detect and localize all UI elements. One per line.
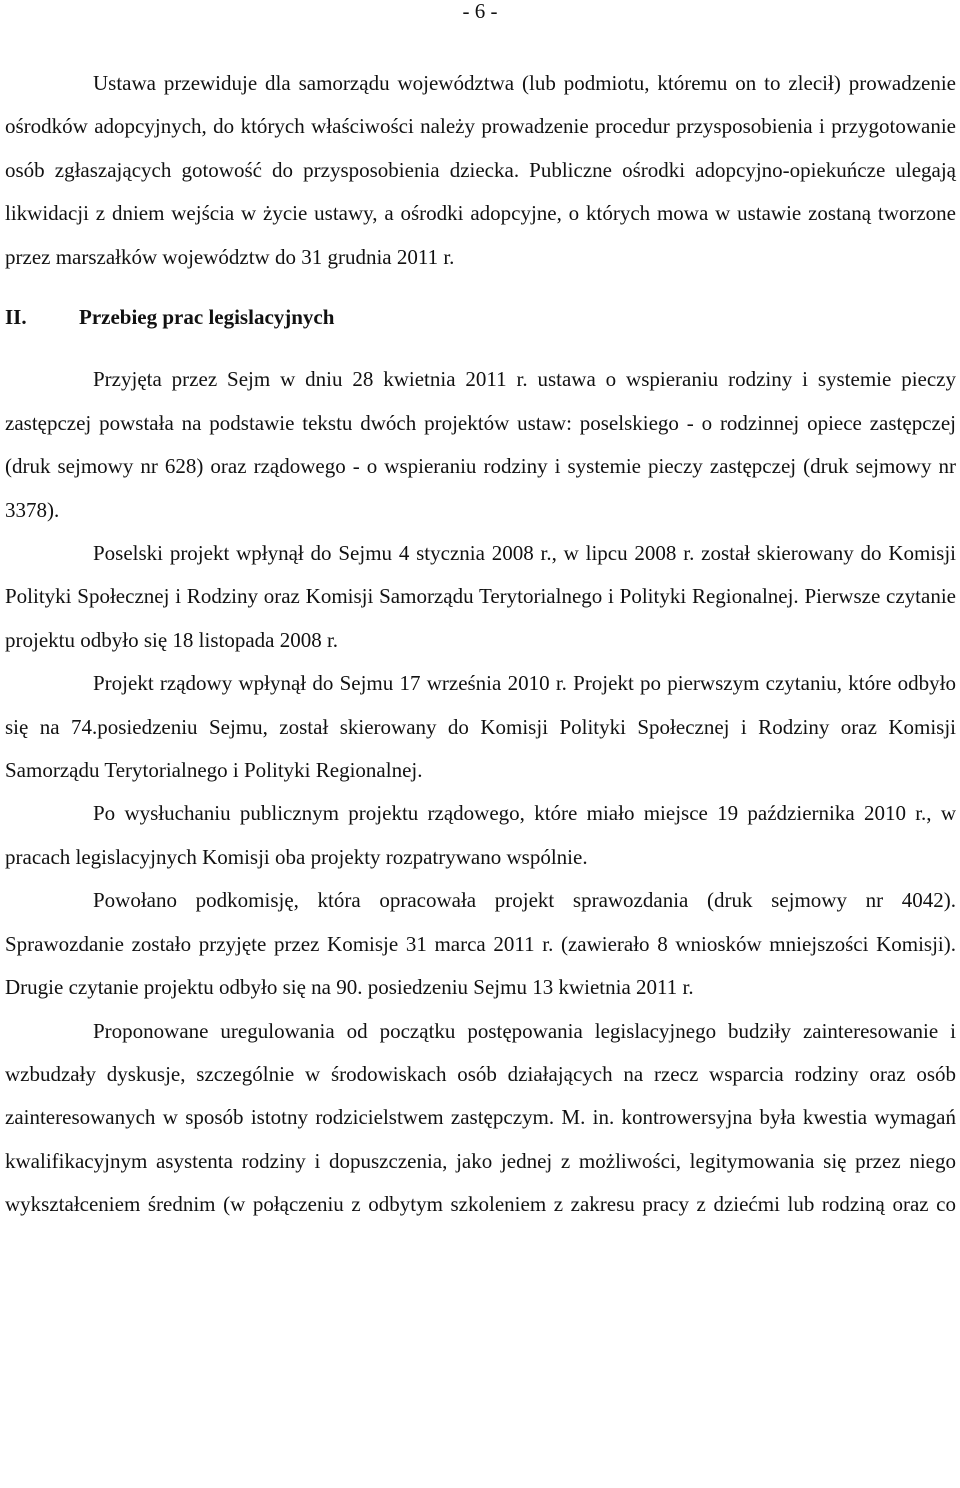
section-heading (5, 296, 956, 339)
paragraph-subcommittee: Powołano podkomisję, która opracowała projekt sprawozdania (druk sejmowy nr 4042). Sprawozdanie zostało przyjęte przez Komisje 31 marca 2011 r. (zawierało 8 wniosków mniejszości Komisji). Drugie czytanie projektu odbyło się na 90. posiedzeniu Sejmu 13 kwietnia 2011 r. (5, 888, 956, 1000)
page-number: - 6 - (462, 0, 498, 23)
paragraph-government-draft: Projekt rządowy wpłynął do Sejmu 17 września 2010 r. Projekt po pierwszym czytaniu, które odbyło się na 74.posiedzeniu Sejmu, został skierowany do Komisji Polityki Społecznej i Rodziny oraz Komisji Samorządu Terytorialnego i Polityki Regionalnej. (5, 671, 956, 783)
paragraph-adoption-centers: Ustawa przewiduje dla samorządu województwa (lub podmiotu, któremu on to zlecił) prowadzenie ośrodków adopcyjnych, do których właściwości należy prowadzenie procedur przysposobienia i przygotowanie osób zgłaszających gotowość do przysposobienia dziecka. Publiczne ośrodki adopcyjno-opiekuńcze ulegają likwidacji z dniem wejścia w życie ustawy, a ośrodki adopcyjne, o których mowa w ustawie zostaną tworzone przez marszałków województw do 31 grudnia 2011 r. (5, 71, 956, 269)
paragraph-public-hearing: Po wysłuchaniu publicznym projektu rządowego, które miało miejsce 19 października 2010 r., w pracach legislacyjnych Komisji oba projekty rozpatrywano wspólnie. (5, 801, 956, 869)
paragraph-law-origin: Przyjęta przez Sejm w dniu 28 kwietnia 2011 r. ustawa o wspieraniu rodziny i systemie pieczy zastępczej powstała na podstawie tekstu dwóch projektów ustaw: poselskiego - o rodzinnej opiece zastępczej (druk sejmowy nr 628) oraz rządowego - o wspieraniu rodziny i systemie pieczy zastępczej (druk sejmowy nr 3378). (5, 367, 956, 522)
section-number: II. (5, 305, 27, 330)
paragraph-proposed-regulations: Proponowane uregulowania od początku postępowania legislacyjnego budziły zainteresowanie i wzbudzały dyskusje, szczególnie w środowiskach osób działających na rzecz wsparcia rodziny oraz osób zainteresowanych w sposób istotny rodzicielstwem zastępczym. M. in. kontrowersyjna była kwestia wymagań kwalifikacyjnym asystenta rodziny i dopuszczenia, jako jednej z możliwości, legitymowania się przez niego wykształceniem średnim (w połączeniu z odbytym szkoleniem z zakresu pracy z dziećmi lub rodziną oraz co (5, 1018, 956, 1217)
document-body (5, 62, 956, 1227)
section-title: Przebieg prac legislacyjnych (79, 305, 335, 330)
paragraph-deputies-draft: Poselski projekt wpłynął do Sejmu 4 stycznia 2008 r., w lipcu 2008 r. został skierowany do Komisji Polityki Społecznej i Rodziny oraz Komisji Samorządu Terytorialnego i Polityki Regionalnej. Pierwsze czytanie projektu odbyło się 18 listopada 2008 r. (5, 541, 956, 652)
